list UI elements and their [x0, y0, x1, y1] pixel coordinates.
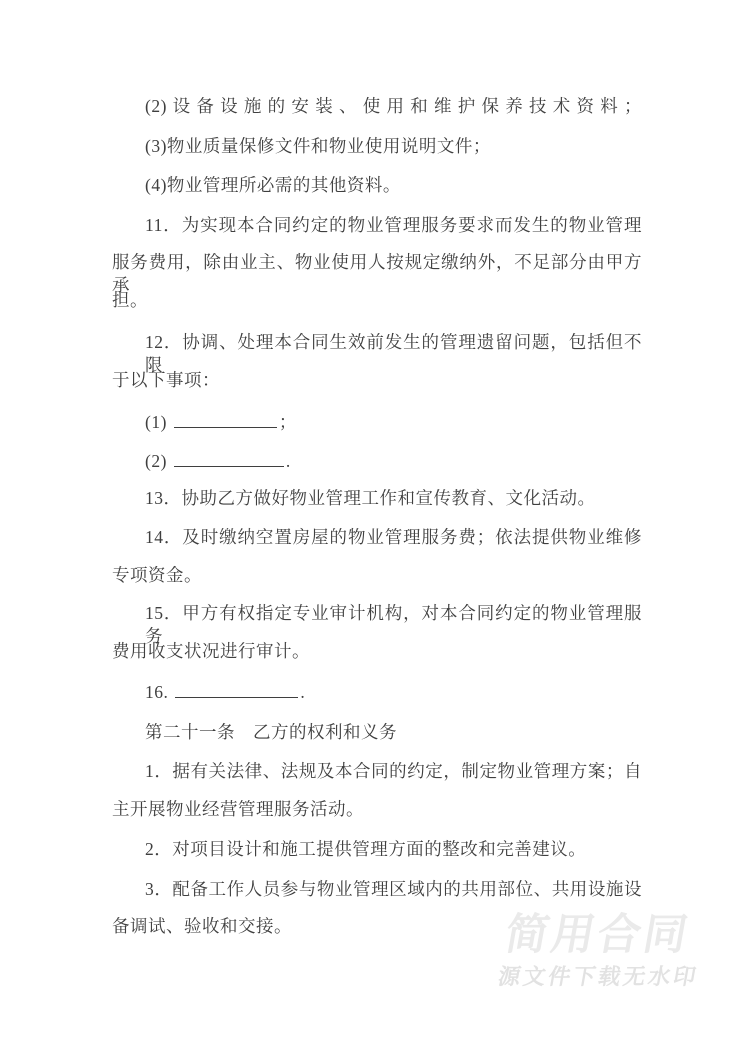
document-line: 费用收支状况进行审计。: [112, 641, 310, 661]
document-line-blank-1: [112, 411, 642, 434]
blank-prefix: (2): [145, 451, 167, 471]
section-heading: 第二十一条 乙方的权利和义务: [145, 722, 397, 742]
document-line: 12．协调、处理本合同生效前发生的管理遗留问题，包括但不限: [145, 332, 642, 375]
blank-suffix: .: [300, 682, 306, 702]
document-line: 担。: [112, 290, 148, 310]
document-line: 备调试、验收和交接。: [112, 916, 292, 936]
document-line: 1．据有关法律、法规及本合同的约定，制定物业管理方案；自: [145, 761, 642, 781]
watermark-subtitle: 源文件下载无水印: [496, 964, 701, 989]
watermark-title: 简用合同: [501, 911, 694, 959]
document-line: 14．及时缴纳空置房屋的物业管理服务费；依法提供物业维修: [145, 527, 642, 547]
document-line: 3．配备工作人员参与物业管理区域内的共用部位、共用设施设: [145, 879, 642, 899]
blank-suffix: .: [285, 451, 291, 471]
document-line: 11．为实现本合同约定的物业管理服务要求而发生的物业管理: [145, 215, 642, 235]
document-line: 于以下事项：: [112, 370, 220, 390]
document-line: 服务费用，除由业主、物业使用人按规定缴纳外，不足部分由甲方承: [112, 252, 642, 295]
document-line: 专项资金。: [112, 565, 202, 585]
blank-prefix: (1): [145, 412, 167, 432]
document-line: 2．对项目设计和施工提供管理方面的整改和完善建议。: [145, 839, 587, 859]
document-line-blank-2: [112, 450, 642, 473]
document-line: (4)物业管理所必需的其他资料。: [145, 175, 401, 195]
document-line: 13．协助乙方做好物业管理工作和宣传教育、文化活动。: [145, 488, 596, 508]
blank-prefix: 16.: [145, 682, 169, 702]
document-line: 主开展物业经营管理服务活动。: [112, 799, 364, 819]
document-line: (3)物业质量保修文件和物业使用说明文件；: [145, 136, 491, 156]
fill-in-blank[interactable]: [175, 682, 298, 698]
fill-in-blank[interactable]: [174, 451, 284, 467]
fill-in-blank[interactable]: [174, 412, 277, 428]
document-line: (2)设备设施的安装、使用和维护保养技术资料；: [145, 96, 642, 116]
document-line: 15．甲方有权指定专业审计机构，对本合同约定的物业管理服务: [145, 603, 642, 646]
document-line-blank-16: [112, 681, 642, 704]
blank-suffix: ；: [278, 412, 297, 432]
